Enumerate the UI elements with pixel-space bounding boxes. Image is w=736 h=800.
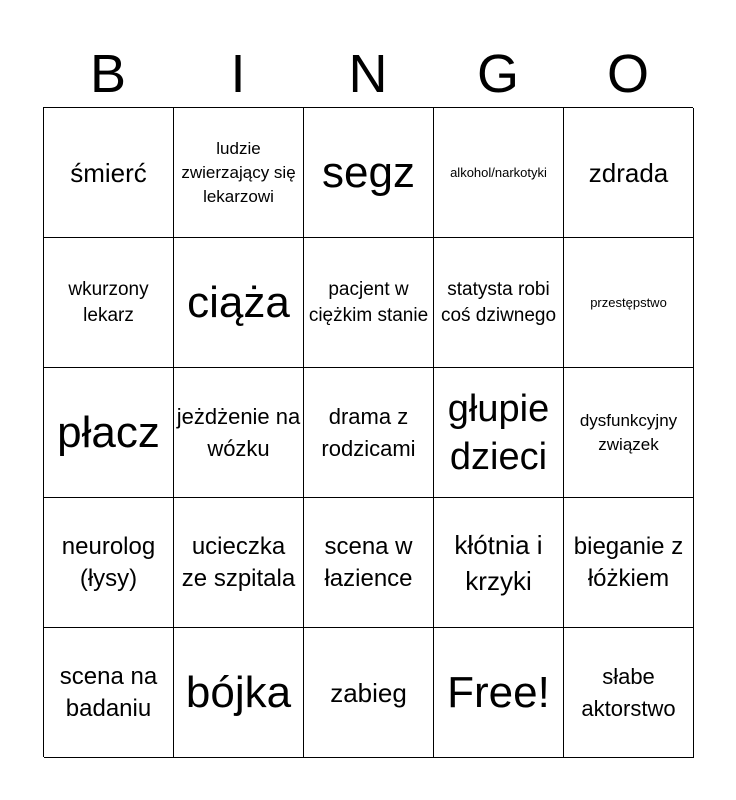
cell-text: zabieg xyxy=(330,677,407,708)
cell-text: bójka xyxy=(185,667,292,717)
bingo-cell[interactable] xyxy=(44,628,174,758)
cell-text: wkurzony lekarz xyxy=(68,278,149,326)
cell-text: Free! xyxy=(447,667,550,717)
cell-text: płacz xyxy=(57,407,160,457)
bingo-cell[interactable] xyxy=(434,368,564,498)
bingo-cell[interactable] xyxy=(304,368,434,498)
bingo-cell[interactable] xyxy=(174,238,304,368)
bingo-cell[interactable] xyxy=(434,498,564,628)
cell-text: bieganie z łóżkiem xyxy=(573,532,684,592)
cell-text: ucieczka ze szpitala xyxy=(181,532,296,592)
bingo-cell[interactable] xyxy=(174,628,304,758)
bingo-cell[interactable] xyxy=(564,108,694,238)
bingo-cell[interactable] xyxy=(44,108,174,238)
bingo-cell-free[interactable] xyxy=(434,628,564,758)
bingo-cell[interactable] xyxy=(304,108,434,238)
cell-text: kłótnia i krzyki xyxy=(454,529,543,596)
cell-text: ciąża xyxy=(187,277,290,327)
bingo-cell[interactable] xyxy=(564,498,694,628)
bingo-cell[interactable] xyxy=(304,628,434,758)
header-letter-n: N xyxy=(348,44,388,104)
cell-text: śmierć xyxy=(70,157,147,188)
cell-text: dysfunkcyjny związek xyxy=(579,410,678,454)
cell-text: neurolog (łysy) xyxy=(61,532,156,592)
bingo-cell[interactable] xyxy=(434,238,564,368)
bingo-grid xyxy=(43,107,693,757)
header-letter-g: G xyxy=(476,44,519,104)
bingo-cell[interactable] xyxy=(174,108,304,238)
header-letter-o: O xyxy=(606,44,649,104)
bingo-cell[interactable] xyxy=(564,628,694,758)
bingo-cell[interactable] xyxy=(44,498,174,628)
cell-text: jeżdżenie na wózku xyxy=(176,403,301,461)
bingo-cell[interactable] xyxy=(564,238,694,368)
header-letter-i: I xyxy=(230,44,246,104)
bingo-cell[interactable] xyxy=(44,368,174,498)
cell-text: słabe aktorstwo xyxy=(581,663,676,721)
cell-text: segz xyxy=(322,147,415,197)
cell-text: głupie dzieci xyxy=(447,387,550,478)
bingo-cell[interactable] xyxy=(564,368,694,498)
cell-text: scena na badaniu xyxy=(59,662,158,722)
cell-text: ludzie zwierzający się lekarzowi xyxy=(181,138,296,206)
cell-text: drama z rodzicami xyxy=(321,403,416,461)
bingo-cell[interactable] xyxy=(174,368,304,498)
bingo-cell[interactable] xyxy=(304,238,434,368)
bingo-header xyxy=(43,40,693,108)
bingo-cell[interactable] xyxy=(174,498,304,628)
cell-text: scena w łazience xyxy=(324,532,413,592)
cell-text: alkohol/narkotyki xyxy=(450,164,547,180)
bingo-cell[interactable] xyxy=(44,238,174,368)
cell-text: zdrada xyxy=(588,157,669,188)
bingo-cell[interactable] xyxy=(304,498,434,628)
header-letter-b: B xyxy=(89,44,127,104)
bingo-cell[interactable] xyxy=(434,108,564,238)
cell-text: przestępstwo xyxy=(590,294,667,310)
cell-text: pacjent w ciężkim stanie xyxy=(308,278,429,326)
cell-text: statysta robi coś dziwnego xyxy=(440,278,557,326)
